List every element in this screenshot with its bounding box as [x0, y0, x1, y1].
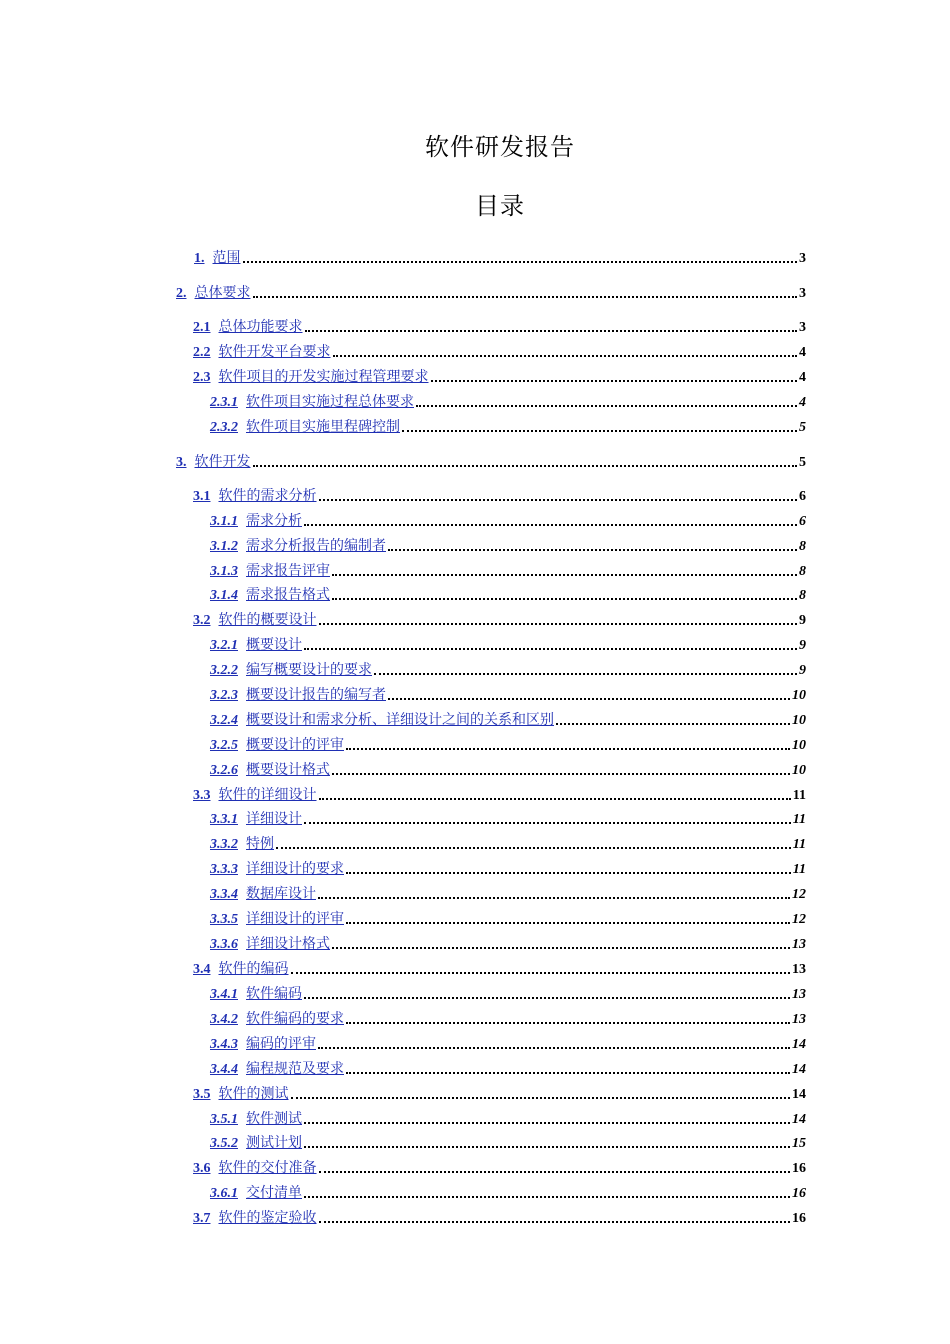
toc-entry-title: 软件项目的开发实施过程管理要求	[218, 369, 429, 385]
toc-link[interactable]	[194, 247, 241, 267]
toc-entry-title: 详细设计的要求	[246, 861, 344, 877]
toc-entry	[193, 485, 806, 505]
toc-entry	[210, 659, 806, 679]
toc-entry	[210, 1132, 806, 1152]
toc-leader-dots	[305, 329, 798, 332]
toc-link[interactable]	[176, 282, 251, 302]
toc-entry-number: 1.	[194, 251, 205, 266]
toc-entry-number: 3.2.1	[210, 638, 238, 653]
toc-entry	[210, 808, 806, 828]
toc-entry	[176, 282, 806, 302]
toc-link[interactable]	[210, 858, 344, 878]
toc-entry	[210, 858, 806, 878]
toc-leader-dots	[319, 1170, 791, 1173]
toc-entry-number: 3.1.1	[210, 514, 238, 529]
toc-page-number: 6	[799, 489, 806, 504]
toc-entry-title: 软件的概要设计	[218, 612, 317, 628]
toc-page-number: 11	[792, 812, 806, 827]
toc-entry-number: 2.1	[193, 320, 211, 335]
toc-entry	[193, 609, 806, 629]
toc-entry-title: 数据库设计	[246, 886, 316, 902]
toc-leader-dots	[253, 464, 798, 467]
toc-page-number: 10	[792, 738, 806, 753]
toc-page-number: 10	[792, 713, 806, 728]
toc-entry	[210, 634, 806, 654]
toc-link[interactable]	[210, 510, 302, 530]
toc-entry	[210, 510, 806, 530]
toc-entry-title: 概要设计	[246, 637, 302, 653]
toc-leader-dots	[304, 1121, 790, 1124]
toc-entry-number: 3.3.5	[210, 912, 238, 927]
toc-page-number: 11	[792, 788, 806, 803]
toc-leader-dots	[332, 573, 797, 576]
toc-leader-dots	[388, 697, 790, 700]
toc-page-number: 16	[792, 1161, 806, 1176]
toc-link[interactable]	[193, 1157, 317, 1177]
toc-entry-title: 软件项目实施里程碑控制	[246, 419, 400, 435]
toc-entry	[193, 1083, 806, 1103]
toc-page-number: 6	[799, 514, 806, 529]
toc-page-number: 8	[799, 588, 806, 603]
toc-entry-title: 详细设计	[246, 811, 302, 827]
toc-entry	[210, 933, 806, 953]
toc-leader-dots	[304, 821, 791, 824]
toc-leader-dots	[318, 896, 790, 899]
toc-page-number: 14	[792, 1087, 806, 1102]
toc-link[interactable]	[210, 1182, 302, 1202]
toc-leader-dots	[243, 260, 798, 263]
toc-leader-dots	[332, 597, 797, 600]
toc-entry-title: 交付清单	[246, 1185, 302, 1201]
toc-link[interactable]	[210, 659, 372, 679]
toc-entry-number: 3.6.1	[210, 1186, 238, 1201]
toc-entry-number: 3.2.4	[210, 713, 238, 728]
toc-entry-title: 软件开发平台要求	[218, 344, 331, 360]
toc-leader-dots	[388, 548, 797, 551]
toc-leader-dots	[431, 379, 798, 382]
toc-entry-title: 软件的详细设计	[218, 787, 317, 803]
toc-entry	[193, 1207, 806, 1227]
toc-entry-title: 需求分析报告的编制者	[246, 538, 386, 554]
toc-page-number: 3	[799, 286, 806, 301]
toc-entry-title: 编程规范及要求	[246, 1061, 344, 1077]
toc-link[interactable]	[210, 1132, 302, 1152]
toc-page-number: 15	[792, 1136, 806, 1151]
toc-entry-number: 3.1	[193, 489, 211, 504]
toc-leader-dots	[556, 722, 790, 725]
toc-entry	[210, 416, 806, 436]
toc-page-number: 10	[792, 688, 806, 703]
toc-link[interactable]	[193, 958, 289, 978]
toc-entry-number: 3.3	[193, 788, 211, 803]
toc-link[interactable]	[210, 1108, 302, 1128]
toc-entry-number: 3.3.1	[210, 812, 238, 827]
toc-page-number: 9	[799, 613, 806, 628]
toc-page-number: 11	[792, 862, 806, 877]
toc-link[interactable]	[193, 341, 331, 361]
toc-entry-number: 3.4.2	[210, 1012, 238, 1027]
toc-leader-dots	[318, 1046, 790, 1049]
toc-entry-number: 2.2	[193, 345, 211, 360]
toc-entry-number: 3.3.3	[210, 862, 238, 877]
toc-entry-title: 软件的编码	[218, 961, 289, 977]
toc-entry-title: 概要设计格式	[246, 762, 330, 778]
toc-entry-number: 3.3.6	[210, 937, 238, 952]
toc-entry	[193, 316, 806, 336]
toc-leader-dots	[319, 1220, 791, 1223]
toc-link[interactable]	[210, 634, 302, 654]
toc-entry-number: 3.2.3	[210, 688, 238, 703]
toc-page-number: 14	[792, 1112, 806, 1127]
toc-entry-title: 软件项目实施过程总体要求	[246, 394, 414, 410]
toc-link[interactable]	[210, 883, 316, 903]
toc-link[interactable]	[210, 416, 400, 436]
toc-link[interactable]	[193, 1207, 317, 1227]
toc-entry-number: 3.3.4	[210, 887, 238, 902]
toc-entry-title: 软件开发	[194, 454, 251, 470]
toc-leader-dots	[374, 672, 797, 675]
toc-page-number: 16	[792, 1186, 806, 1201]
toc-leader-dots	[402, 429, 797, 432]
toc-entry	[210, 1058, 806, 1078]
toc-link[interactable]	[210, 560, 330, 580]
toc-link[interactable]	[193, 485, 317, 505]
toc-entry-number: 2.3.1	[210, 395, 238, 410]
toc-entry-title: 软件测试	[246, 1111, 302, 1127]
toc-entry-title: 编码的评审	[246, 1036, 316, 1052]
toc-page-number: 10	[792, 763, 806, 778]
toc-link[interactable]	[210, 535, 386, 555]
toc-page-number: 8	[799, 564, 806, 579]
toc-entry-number: 3.1.4	[210, 588, 238, 603]
toc-entry-number: 3.1.3	[210, 564, 238, 579]
toc-entry-number: 3.5	[193, 1087, 211, 1102]
toc-entry-title: 需求分析	[246, 513, 302, 529]
toc-page-number: 11	[792, 837, 806, 852]
toc-entry-number: 3.4.4	[210, 1062, 238, 1077]
toc-page-number: 4	[799, 370, 806, 385]
toc-leader-dots	[346, 871, 791, 874]
toc-leader-dots	[304, 1195, 790, 1198]
toc-link[interactable]	[193, 1083, 289, 1103]
toc-entry-title: 特例	[246, 836, 274, 852]
toc-entry-title: 详细设计的评审	[246, 911, 344, 927]
toc-page-number: 13	[792, 962, 806, 977]
toc-entry-number: 3.2.5	[210, 738, 238, 753]
toc-entry-number: 3.7	[193, 1211, 211, 1226]
toc-link[interactable]	[210, 933, 330, 953]
toc-page-number: 12	[792, 912, 806, 927]
toc-page-number: 12	[792, 887, 806, 902]
toc-entry-number: 3.4.1	[210, 987, 238, 1002]
toc-leader-dots	[332, 772, 790, 775]
toc-entry	[193, 784, 806, 804]
toc-leader-dots	[304, 996, 790, 999]
toc-entry	[210, 833, 806, 853]
toc-page-number: 5	[799, 420, 806, 435]
toc-entry	[210, 983, 806, 1003]
toc-leader-dots	[346, 921, 790, 924]
toc-leader-dots	[332, 946, 790, 949]
toc-link[interactable]	[210, 391, 414, 411]
toc-entry-title: 软件的测试	[218, 1086, 289, 1102]
toc-entry-title: 软件的鉴定验收	[218, 1210, 317, 1226]
toc-entry	[210, 535, 806, 555]
toc-entry	[210, 1008, 806, 1028]
toc-page-number: 13	[792, 937, 806, 952]
toc-leader-dots	[416, 404, 797, 407]
toc-heading: 目录	[475, 192, 525, 220]
toc-page-number: 5	[799, 455, 806, 470]
toc-entry	[210, 1033, 806, 1053]
toc-link[interactable]	[210, 908, 344, 928]
toc-entry	[210, 1182, 806, 1202]
toc-entry-number: 3.5.1	[210, 1112, 238, 1127]
toc-entry	[210, 883, 806, 903]
toc-page-number: 4	[799, 345, 806, 360]
toc-entry	[210, 734, 806, 754]
toc-entry	[210, 391, 806, 411]
toc-link[interactable]	[193, 316, 303, 336]
toc-entry-title: 软件编码	[246, 986, 302, 1002]
toc-link[interactable]	[210, 1033, 316, 1053]
toc-leader-dots	[346, 747, 790, 750]
toc-page-number: 8	[799, 539, 806, 554]
toc-entry-number: 3.2	[193, 613, 211, 628]
toc-entry-title: 软件编码的要求	[246, 1011, 344, 1027]
toc-link[interactable]	[210, 734, 344, 754]
toc-entry	[210, 684, 806, 704]
toc-leader-dots	[304, 647, 797, 650]
toc-entry-number: 3.	[176, 455, 187, 470]
toc-leader-dots	[291, 1096, 791, 1099]
toc-link[interactable]	[210, 709, 554, 729]
toc-entry-title: 测试计划	[246, 1135, 302, 1151]
toc-link[interactable]	[176, 451, 251, 471]
toc-entry	[193, 366, 806, 386]
toc-entry-number: 3.1.2	[210, 539, 238, 554]
toc-entry	[210, 584, 806, 604]
toc-link[interactable]	[210, 1058, 344, 1078]
toc-link[interactable]	[210, 833, 274, 853]
toc-page-number: 13	[792, 1012, 806, 1027]
toc-entry-title: 范围	[212, 250, 241, 266]
toc-entry	[210, 560, 806, 580]
toc-page-number: 14	[792, 1062, 806, 1077]
toc-entry-number: 3.5.2	[210, 1136, 238, 1151]
toc-leader-dots	[319, 498, 798, 501]
toc-entry-title: 概要设计的评审	[246, 737, 344, 753]
toc-leader-dots	[333, 354, 798, 357]
toc-leader-dots	[253, 295, 798, 298]
toc-leader-dots	[304, 523, 797, 526]
toc-link[interactable]	[210, 684, 386, 704]
toc-link[interactable]	[210, 808, 302, 828]
toc-link[interactable]	[193, 784, 317, 804]
toc-entry-title: 软件的交付准备	[218, 1160, 317, 1176]
toc-entry-number: 2.3	[193, 370, 211, 385]
toc-page-number: 9	[799, 638, 806, 653]
toc-entry	[210, 709, 806, 729]
toc-leader-dots	[319, 797, 791, 800]
toc-entry-number: 2.	[176, 286, 187, 301]
toc-leader-dots	[276, 846, 791, 849]
toc-entry-title: 编写概要设计的要求	[246, 662, 372, 678]
toc-entry	[193, 1157, 806, 1177]
toc-link[interactable]	[210, 1008, 344, 1028]
toc-entry-title: 概要设计和需求分析、详细设计之间的关系和区别	[246, 712, 554, 728]
toc-page-number: 3	[799, 320, 806, 335]
toc-entry	[193, 341, 806, 361]
toc-entry-title: 需求报告评审	[246, 563, 330, 579]
toc-link[interactable]	[193, 609, 317, 629]
toc-link[interactable]	[210, 983, 302, 1003]
toc-entry	[210, 1108, 806, 1128]
toc-entry-number: 3.4.3	[210, 1037, 238, 1052]
toc-page-number: 3	[799, 251, 806, 266]
toc-entry-number: 3.6	[193, 1161, 211, 1176]
toc-entry-title: 总体要求	[194, 285, 251, 301]
toc-entry	[193, 958, 806, 978]
toc-leader-dots	[304, 1145, 790, 1148]
toc-entry-number: 2.3.2	[210, 420, 238, 435]
toc-entry-number: 3.3.2	[210, 837, 238, 852]
toc-leader-dots	[346, 1021, 790, 1024]
toc-entry	[210, 759, 806, 779]
toc-entry-title: 软件的需求分析	[218, 488, 317, 504]
toc-page-number: 4	[799, 395, 806, 410]
toc-leader-dots	[346, 1071, 790, 1074]
toc-leader-dots	[319, 622, 798, 625]
toc-page-number: 13	[792, 987, 806, 1002]
toc-page-number: 9	[799, 663, 806, 678]
toc-link[interactable]	[193, 366, 429, 386]
toc-entry-title: 需求报告格式	[246, 587, 330, 603]
toc-entry-title: 概要设计报告的编写者	[246, 687, 386, 703]
toc-entry	[210, 908, 806, 928]
toc-entry-number: 3.2.2	[210, 663, 238, 678]
toc-link[interactable]	[210, 584, 330, 604]
document-title: 软件研发报告	[425, 133, 575, 161]
toc-entry-title: 总体功能要求	[218, 319, 303, 335]
toc-page-number: 14	[792, 1037, 806, 1052]
toc-entry-number: 3.2.6	[210, 763, 238, 778]
toc-leader-dots	[291, 971, 791, 974]
toc-entry-title: 详细设计格式	[246, 936, 330, 952]
toc-link[interactable]	[210, 759, 330, 779]
toc-page-number: 16	[792, 1211, 806, 1226]
toc-entry	[194, 247, 806, 267]
toc-entry	[176, 451, 806, 471]
toc-entry-number: 3.4	[193, 962, 211, 977]
